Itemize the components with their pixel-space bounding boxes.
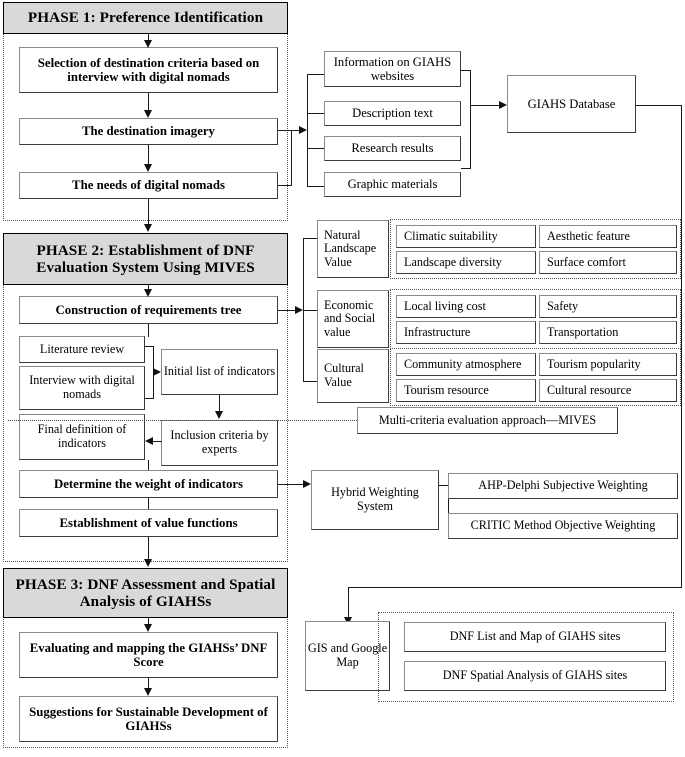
phase2-final-definition-label: Final definition of indicators [37,422,127,450]
phase1-step-3 [19,172,278,199]
connector-s3-right [278,185,292,186]
weighting-method-1 [448,473,678,499]
phase2-header-label: PHASE 2: Establishment of DNF Evaluation System Using MIVES [36,241,255,276]
phase2-inclusion-criteria-label: Inclusion criteria by experts [170,428,269,456]
phase1-step-1-label: Selection of destination criteria based on interview with digital nomads [37,55,260,84]
arrowhead-p2-header [144,224,152,232]
phase1-source-2-label: Description text [352,106,433,121]
rt-indicator-2-1 [396,295,536,318]
phase1-source-3-label: Research results [351,141,434,156]
phase3-step-2 [19,696,278,742]
rt-bracket-arm-2 [303,310,317,311]
rt-value-1 [317,220,389,278]
weighting-method-2-label: CRITIC Method Objective Weighting [470,518,656,533]
rt-indicator-2-3-label: Infrastructure [404,324,471,339]
rt-indicator-3-4 [539,379,677,402]
rt-value-2-label: Economic and Social value [324,297,376,339]
connector-determine-to-valuefn [148,498,149,509]
arrowhead-p1-s1 [144,40,152,48]
gis-tools-label: GIS and Google Map [307,641,388,669]
phase2-literature-review-label: Literature review [39,341,125,356]
phase1-step-2 [19,118,278,145]
rt-indicator-3-2 [539,353,677,376]
connector-p2-left-spine [148,324,149,337]
rt-indicator-1-1 [396,225,536,248]
rt-indicator-3-4-label: Cultural resource [547,382,632,397]
arrowhead-to-sources [299,126,307,134]
weighting-method-1-label: AHP-Delphi Subjective Weighting [478,478,648,493]
sources-merge-arm-1 [461,70,471,71]
phase2-literature-review [19,336,145,363]
phase2-initial-list [161,349,278,395]
arrowhead-p2-rt [144,289,152,297]
rt-indicator-3-1 [396,353,536,376]
phase1-step-3-label: The needs of digital nomads [72,178,225,193]
arrowhead-p1-s2 [144,110,152,118]
phase2-step-requirements-tree [19,296,278,324]
giahs-database-box [507,75,636,133]
arrowhead-to-initial-list [153,368,161,376]
phase3-step-2-label: Suggestions for Sustainable Development of GIAHSs [29,704,268,733]
phase1-source-1-label: Information on GIAHS websites [333,54,452,83]
arrowhead-p1-s3 [144,164,152,172]
hybrid-weighting-label: Hybrid Weighting System [331,485,419,513]
rt-indicator-1-4 [539,251,677,274]
arrowhead-to-weighting [303,480,311,488]
giahs-database-label: GIAHS Database [527,96,616,111]
phase2-header [3,233,288,285]
phase2-interview [19,366,145,410]
connector-p1-s2-to-s3 [148,145,149,166]
rt-indicator-1-1-label: Climatic suitability [404,228,498,243]
arrowhead-to-database [499,101,507,109]
rt-indicator-2-2-label: Safety [547,298,579,313]
rt-indicator-3-2-label: Tourism popularity [547,356,641,371]
connector-mives-dotted [8,420,357,421]
phase2-value-functions [19,509,278,537]
phase3-output-2-label: DNF Spatial Analysis of GIAHS sites [442,668,628,683]
arrowhead-p3-s2 [144,688,152,696]
rt-value-2 [317,290,389,348]
mives-note-box [357,407,618,434]
connector-s3-riser [291,130,292,186]
phase2-interview-label: Interview with digital nomads [29,373,135,401]
phase1-source-3 [324,136,461,161]
rt-indicator-1-3-label: Landscape diversity [404,254,502,269]
phase1-source-4-label: Graphic materials [347,177,438,192]
sources-bracket-arm-1 [307,74,324,75]
phase3-output-2 [404,661,666,691]
connector-rt-right [278,310,296,311]
rt-indicator-2-4 [539,321,677,344]
phase1-source-2 [324,101,461,126]
connector-db-right [636,105,682,106]
phase2-determine-weight-label: Determine the weight of indicators [53,476,244,491]
mives-note-label: Multi-criteria evaluation approach—MIVES [378,412,597,427]
sources-merge-spine [470,70,471,169]
phase2-step-requirements-tree-label: Construction of requirements tree [55,302,242,317]
rt-indicator-2-3 [396,321,536,344]
rt-indicator-1-2-label: Aesthetic feature [547,228,630,243]
connector-final-to-determine [148,460,149,470]
phase3-header-label: PHASE 3: DNF Assessment and Spatial Analysis of GIAHSs [15,575,276,610]
rt-indicator-3-3 [396,379,536,402]
rt-bracket-arm-3 [303,381,317,382]
sources-bracket-arm-3 [307,148,324,149]
arrowhead-to-final-definition [145,437,153,445]
arrowhead-to-inclusion [215,411,223,419]
rt-indicator-2-2 [539,295,677,318]
connector-bus-to-gis [348,587,682,588]
phase3-header [3,568,288,618]
sources-merge-arm-4 [461,168,471,169]
phase3-output-1 [404,622,666,652]
phase1-step-2-label: The destination imagery [82,124,215,139]
connector-gis-drop [348,587,349,621]
phase2-value-functions-label: Establishment of value functions [59,515,238,530]
rt-bracket-arm-1 [303,238,317,239]
rt-value-1-label: Natural Landscape Value [324,227,377,269]
rt-indicator-1-2 [539,225,677,248]
phase3-step-1-label: Evaluating and mapping the GIAHSs’ DNF Score [29,640,268,669]
hybrid-weighting-box [311,470,439,530]
sources-bracket-arm-2 [307,113,324,114]
arrowhead-to-requirements-tree [295,306,303,314]
connector-right-bus [681,105,682,588]
phase1-header [3,2,288,34]
rt-indicator-1-4-label: Surface comfort [547,254,626,269]
connector-sources-to-db [470,105,501,106]
phase1-header-label: PHASE 1: Preference Identification [27,9,264,27]
phase2-determine-weight [19,470,278,498]
phase3-step-1 [19,632,278,678]
rt-indicator-2-4-label: Transportation [547,324,619,339]
weighting-method-2 [448,513,678,539]
rt-indicator-1-3 [396,251,536,274]
rt-value-3-label: Cultural Value [324,361,364,389]
rt-indicator-3-3-label: Tourism resource [404,382,489,397]
rt-indicator-2-1-label: Local living cost [404,298,486,313]
phase2-initial-list-label: Initial list of indicators [163,364,276,379]
arrowhead-p3-header [144,559,152,567]
arrowhead-p3-s1 [144,624,152,632]
rt-indicator-3-1-label: Community atmosphere [404,356,522,371]
connector-p1-to-p2 [148,199,149,227]
connector-determine-to-weighting [278,484,305,485]
sources-bracket-spine [307,74,308,187]
connector-s2-right [278,130,300,131]
rt-value-3 [317,349,389,403]
phase1-step-1 [19,47,278,93]
connector-inclusion-to-final [152,441,162,442]
phase2-inclusion-criteria [161,420,278,466]
phase1-source-1 [324,51,461,87]
phase3-output-1-label: DNF List and Map of GIAHS sites [449,629,621,644]
phase1-source-4 [324,172,461,197]
sources-bracket-arm-4 [307,186,324,187]
